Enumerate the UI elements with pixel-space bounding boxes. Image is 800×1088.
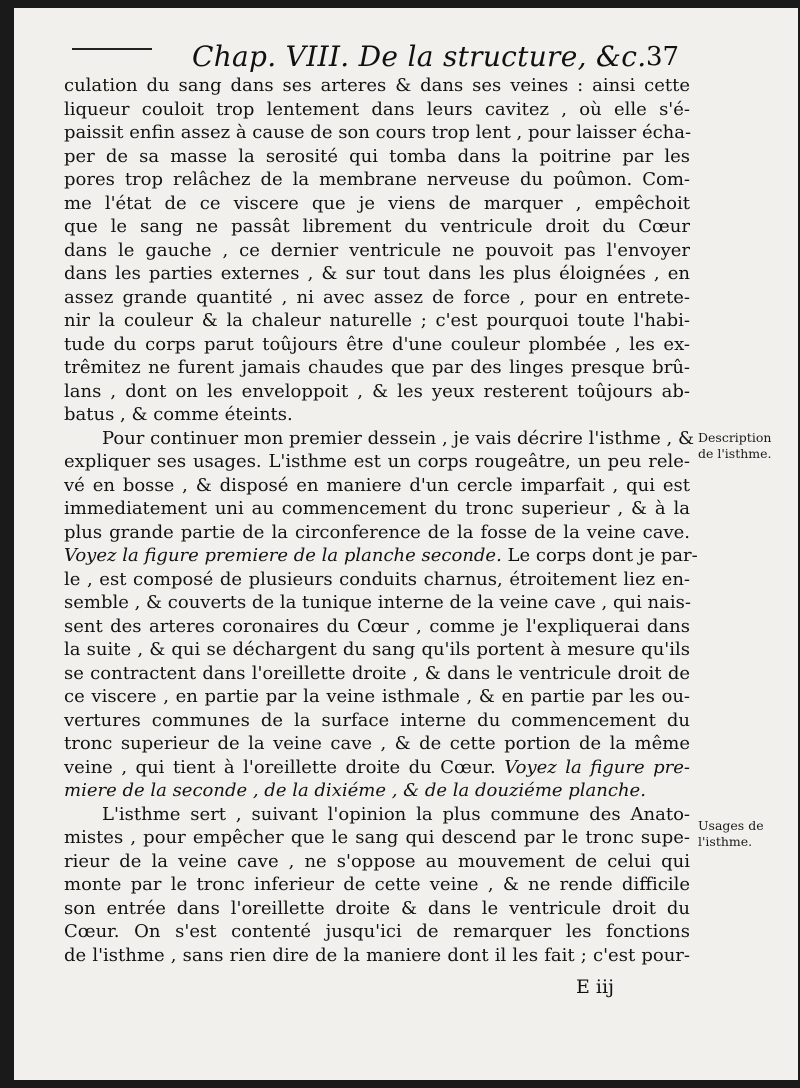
text-line: nir la couleur & la chaleur naturelle ; c'est pourquoi toute l'habi- [64, 310, 690, 331]
page-number: 37 [646, 42, 680, 72]
body-text [64, 74, 698, 967]
text-line: Cœur. On s'est contenté jusqu'ici de remarquer les fonctions [64, 921, 690, 942]
text-line: mistes , pour empêcher que le sang qui descend par le tronc supe- [64, 827, 690, 848]
text-line: liqueur couloit trop lentement dans leurs cavitez , où elle s'é- [64, 98, 690, 120]
margin-note-usages [698, 818, 764, 850]
text-line: paissit enfin assez à cause de son cours trop lent , pour laisser écha- [64, 122, 692, 143]
text-line: pores trop relâchez de la membrane nerveuse du poûmon. Com- [64, 169, 690, 190]
margin-note-description [698, 430, 772, 462]
text-line: culation du sang dans ses arteres & dans ses veines : ainsi cette [64, 75, 690, 96]
text-line: vertures communes de la surface interne du commencement du [64, 709, 690, 731]
book-page [14, 8, 798, 1080]
text-line: ce viscere , en partie par la veine isthmale , & en partie par les ou- [64, 686, 690, 707]
running-title: Chap. VIII. De la structure, &c. [192, 40, 647, 73]
text-line: me l'état de ce viscere que je viens de marquer , empêchoit [64, 192, 690, 214]
text-line: se contractent dans l'oreillette droite , & dans le ventricule droit de [64, 662, 690, 684]
text-line: tude du corps parut toûjours être d'une couleur plombée , les ex- [64, 333, 690, 355]
text-line: sent des arteres coronaires du Cœur , comme je l'expliquerai dans [64, 615, 690, 637]
text-line: batus , & comme éteints. [64, 404, 293, 425]
signature-mark: E iij [576, 976, 614, 998]
text-line: vé en bosse , & disposé en maniere d'un cercle imparfait , qui est [64, 474, 690, 496]
text-line: semble , & couverts de la tunique interne de la veine cave , qui nais- [64, 592, 691, 613]
text-line: monte par le tronc inferieur de cette veine , & ne rende difficile [64, 874, 690, 895]
figure-reference: Voyez la figure premiere de la planche seconde. [64, 545, 502, 566]
text-line [64, 756, 690, 780]
text-line: expliquer ses usages. L'isthme est un corps rougeâtre, un peu rele- [64, 451, 690, 472]
paragraph-start: Pour continuer mon premier dessein , je vais décrire l'isthme , & [102, 427, 695, 449]
margin-note-line: Description [698, 430, 772, 445]
text-line: de l'isthme , sans rien dire de la maniere dont il les fait ; c'est pour- [64, 944, 690, 966]
text-line: per de sa masse la serosité qui tomba dans la poitrine par les [64, 145, 690, 167]
paragraph-start: L'isthme sert , suivant l'opinion la plus commune des Anato- [102, 803, 690, 825]
text-segment: Le corps dont je par- [501, 545, 698, 566]
text-line: dans les parties externes , & sur tout dans les plus éloignées , en [64, 263, 690, 284]
margin-note-line: Usages de [698, 818, 764, 833]
text-line [64, 544, 698, 568]
text-line: la suite , & qui se déchargent du sang qu'ils portent à mesure qu'ils [64, 639, 690, 660]
text-line: lans , dont on les enveloppoit , & les yeux resterent toûjours ab- [64, 380, 690, 402]
text-line: tronc superieur de la veine cave , & de cette portion de la même [64, 733, 690, 754]
text-line: son entrée dans l'oreillette droite & dans le ventricule droit du [64, 897, 690, 919]
text-line: le , est composé de plusieurs conduits charnus, étroitement liez en- [64, 568, 690, 590]
text-line: immediatement uni au commencement du tronc superieur , & à la [64, 498, 690, 519]
margin-note-line: de l'isthme. [698, 446, 772, 461]
page-header [14, 32, 798, 72]
text-segment: veine , qui tient à l'oreillette droite du Cœur. [64, 756, 505, 778]
text-line: assez grande quantité , ni avec assez de force , pour en entrete- [64, 286, 690, 308]
figure-reference: miere de la seconde , de la dixiéme , & de la douziéme planche. [64, 780, 646, 801]
text-line: trêmitez ne furent jamais chaudes que par des linges presque brû- [64, 357, 690, 378]
text-line: plus grande partie de la circonference de la fosse de la veine cave. [64, 521, 690, 543]
figure-reference: Voyez la figure pre- [504, 756, 691, 778]
text-line: que le sang ne passât librement du ventricule droit du Cœur [64, 216, 690, 237]
text-line: rieur de la veine cave , ne s'oppose au mouvement de celui qui [64, 850, 690, 872]
margin-note-line: l'isthme. [698, 834, 753, 849]
text-line: dans le gauche , ce dernier ventricule ne pouvoit pas l'envoyer [64, 239, 690, 261]
